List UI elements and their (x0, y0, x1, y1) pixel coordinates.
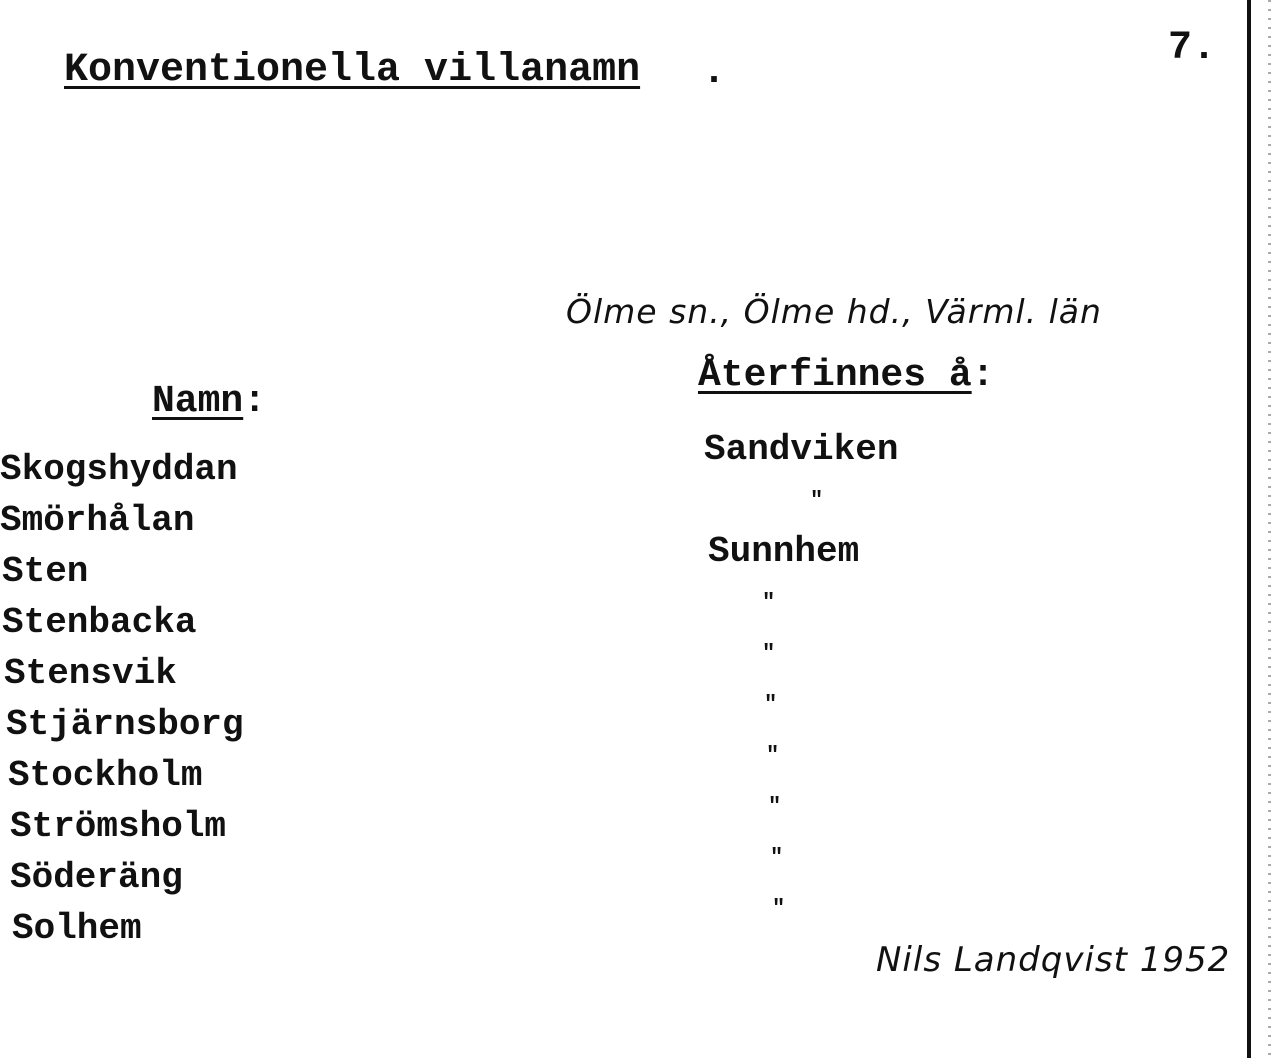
column-heading-names-text: Namn (152, 380, 244, 423)
found-at-item: Sunnhem (708, 531, 860, 572)
column-heading-found-at (698, 354, 994, 397)
page-edge-specks (1268, 0, 1271, 1058)
found-at-ditto: " (762, 590, 776, 615)
name-item: Strömsholm (10, 806, 227, 847)
document-title-period: . (702, 50, 727, 95)
name-item: Solhem (12, 908, 142, 949)
name-item: Sten (2, 551, 89, 592)
page-number: 7. (1168, 26, 1217, 71)
signature: Nils Landqvist 1952 (876, 940, 1231, 980)
found-at-list (704, 424, 898, 934)
column-heading-found-at-text: Återfinnes å (698, 354, 972, 397)
found-at-ditto: " (766, 743, 780, 768)
name-item: Skogshyddan (0, 449, 238, 490)
name-item: Smörhålan (0, 500, 195, 541)
found-at-ditto: " (772, 896, 786, 921)
name-item: Stjärnsborg (6, 704, 244, 745)
name-item: Stenbacka (2, 602, 197, 643)
name-item: Stockholm (8, 755, 203, 796)
document-title: Konventionella villanamn (64, 48, 641, 93)
column-heading-found-at-colon: : (971, 354, 995, 397)
found-at-ditto: " (768, 794, 782, 819)
name-item: Stensvik (4, 653, 177, 694)
location-line: Ölme sn., Ölme hd., Värml. län (566, 292, 1102, 331)
found-at-ditto: " (762, 641, 776, 666)
found-at-ditto: " (764, 692, 778, 717)
found-at-ditto: " (770, 845, 784, 870)
name-item: Söderäng (10, 857, 183, 898)
names-list (0, 444, 244, 954)
page-edge-line (1247, 0, 1251, 1058)
column-heading-names-colon: : (243, 380, 267, 423)
found-at-ditto: " (810, 488, 824, 513)
column-heading-names (152, 380, 266, 423)
found-at-item: Sandviken (704, 429, 899, 470)
